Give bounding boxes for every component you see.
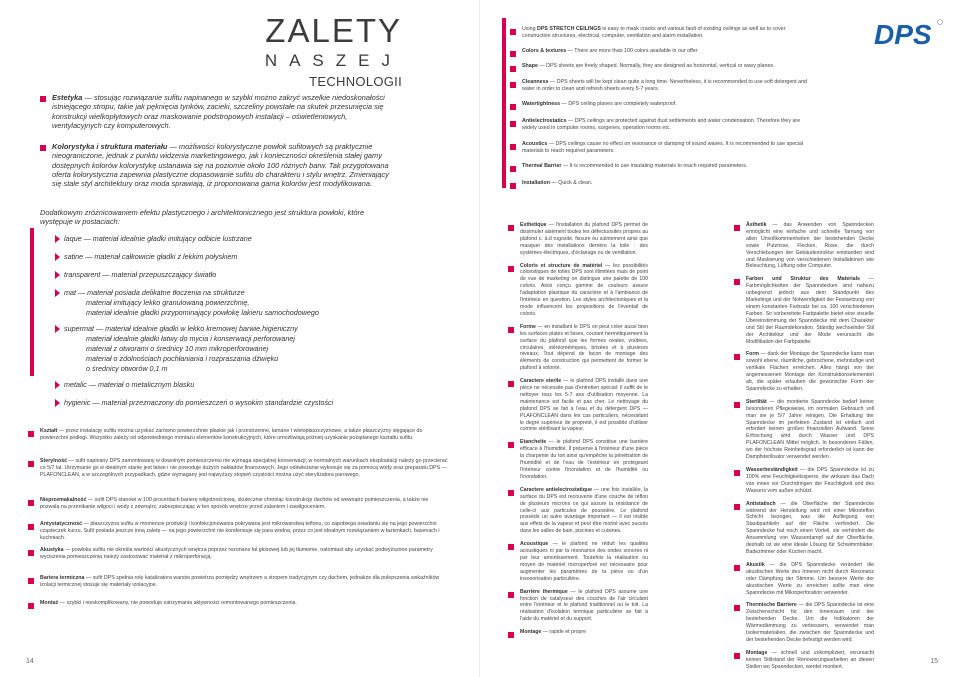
paragraph-kolorystyka [40,142,390,188]
title-line-1: ZALETY [265,12,402,49]
accent-bar [30,228,34,376]
finish-lines [64,378,194,392]
title-line-3: TECHNOLOGII [309,74,402,89]
english-label: Thermal Barrier [522,163,562,169]
feature-label: Kształt [40,428,58,434]
bullet-square-icon [508,225,514,231]
english-text [522,79,810,93]
bullet-square-icon [734,565,740,571]
de-description: — die DPS Spanndecke ist eine Zwischenschicht für den Innenraum und der bestehenden Decke. Um die Indikatoren der Wärmedämmung zu verbessern, verwendet man Isoliermaterialien, die zwischen der Spanndecke und der bestehenden Decke befestigt werden wird. [746,602,875,643]
bullet-square-icon [28,524,34,530]
de-text [746,501,874,556]
fr-label: Forme [520,323,536,330]
title-line-2: NASZEJ [264,51,402,70]
finish-marker [40,322,64,336]
de-label: Wasserbeständigkeit [746,467,798,473]
fr-text [520,629,648,638]
de-text [746,276,874,345]
fr-item [508,324,648,372]
bullet-square-icon [734,354,740,360]
fr-description: — l'installation du plafond DPS permet de dissimuler aisément toutes les défectuosités propres au plafond c. à.d rugosité, fissure ou suintement ainsi que masquer des installations derrière la toile : des systèmes électriques, d'éclairage ou de ventilation. [520,222,648,256]
finish-line: materiał idealnie gładki przypominający powłokę lakieru samochodowego [86,308,319,317]
fr-description: — le plafond DPS installé dans une pièce ne nécessite pas d'entretien spécial: il suffit de le nettoyer tous les 5-7 ans d'utilisation moyenne. La maintenance est facile et pas cher. Le nettoyage du plafond DPS se fait à l'eau et du détergent DPS — PLAFONCLEAN dans les cas particuliers, nécessitant le degré supérieur de propreté, il est possible d'utiliser comme stérilisant la vapeur. [520,378,648,433]
bullet-square-icon [510,82,516,88]
english-description: — There are more than 100 colors available in our offer [566,48,698,54]
english-item [510,141,810,155]
bullet-square-icon [508,442,514,448]
fr-description: — une fois installée, la surface du DPS est recouverte d'une couche de téflon de plusieurs microns ce qui assure la résistance de celle-ci aux particules de poussière. Le plafond possède un autre avantage important — il est insible aux effets de la vapeur et peut être monté avec succès dans les salles de bain, piscines et cuisines. [520,486,648,535]
fr-text [520,589,648,624]
feature-label: Antystatyczność [40,521,83,527]
feature-description: — sufit DPS spełnia rolę katalizatora warstw powietrza pomiędzy wnętrzem a stropem tradycyjnym czy dachem, jednakże dla polepszenia wskaźników izolacji termicznej stosuje się materiały izolacyjne. [40,575,440,588]
fr-description: — le plafond DPS constitue une barrière efficace à l'humidité. Il préserve à l'intérieur d'une pièce la charpente du toit ainsi qu'empêche la pénétration de l'humidité et de l'eau de l'extérieur en protégeant l'intérieur contre l'inondation et de l'humidité ou l'inondation. [520,439,648,480]
feature-label: Bariera termiczna [40,575,85,581]
english-item [510,26,810,40]
right-page [480,0,960,677]
fr-label: Caractere antielectrostatique [520,486,592,493]
de-item [734,222,874,270]
accent-bar [502,18,506,188]
finish-marker [40,250,64,264]
de-text [746,650,874,671]
de-description: — schnell und unkompliziert, verursacht keinen Stillstand der Renovierungsarbeiten an diesen Stellen wo Spanndecken, werdet montiert. [746,649,874,670]
bullet-square-icon [510,121,516,127]
bullet-square-icon [734,653,740,659]
fr-text [520,324,648,372]
feature-paragraph [28,428,448,442]
finish-item [40,396,420,410]
english-description: — DPS sheets will be kept clean quite a long time. Nevertheless, it is recommended to use soft detergent and water in order to clean and refresh sheets every 5-7 years. [522,79,808,93]
fr-text [520,487,648,535]
bullet-square-icon [508,632,514,638]
de-description: — die DPS Spanndecke verändert die akustischen Werte des Inneren nicht durch Resonanz oder Dämpfung der Stimme. Um bessere Werte der akustischen Werte zu erreichen sollte man eine Spanndecke mit Mikroperforation verwendet. [746,561,874,596]
de-description: — dank der Montage der Spanndecke kann man sowohl ebene, räumliche, gebrochene, mehrstufige und vertikale Flächen erreichen. Alles hängt von der angemessenen Montage der Konstruktionselementen ab, die später erlauben die gewünschte Form der Spanndecke zu erhalten. [746,351,874,392]
fr-label: Caractere sterile [520,378,562,385]
paragraph-estetyka [40,93,390,130]
finish-line: satine — materiał całkowicie gładki z lekkim połyskiem [64,252,238,261]
finish-line: materiał idealnie gładki łatwy do mycia i konserwacji perforowanej [86,334,295,343]
bullet-square-icon [510,183,516,189]
bullet-square-icon [734,504,740,510]
feature-text [40,600,448,609]
english-label: Installation [522,180,550,186]
english-description: — DPS ceilings are protected against dust settlements and water condensation. Therefore they are widely used in computer rooms, surgeries, operation rooms etc. [522,118,801,132]
english-description: — DPS ceiling planes are completely waterproof. [560,101,677,107]
fr-label: Montage [520,629,542,636]
fr-text [520,222,648,257]
english-prefix: Using [522,26,538,32]
bullet-square-icon [28,431,34,437]
feature-description: — powłoka sufitu nie określa wartości akustycznych wnętrza poprzez rezonans fal głosowej lub jej tłumienie, natomiast aby uzyskać podwyższone parametry wyciszenia pomieszczenia należy zastosować materiał z mikroperforacją. [40,547,433,560]
feature-text [40,547,448,561]
feature-description: — szybki i nieskomplikowany, nie powoduje zatrzymania aktywności remontowanego pomieszczenia. [58,600,297,606]
finish-lines [64,232,252,246]
fr-description: — en installant le DPS on peut créer aussi bien les surfaces plates et lisses, courant hermétiquement la surface du plafond que les formes ovales, voûtées, circulaires, stéréométriques, brisées et à plusieurs niveaux. Tout dépend de facon de montage des éléments de construction qui permettent de former le plafond à volonté. [520,323,648,372]
finish-item [40,250,420,264]
finish-line: materiał o zdolnościach pochłaniania i rozpraszania dźwięku [86,354,279,363]
de-description: — Farbmöglichkeiten der Spanndecken sind nahezu unbegrenzt jedoch aus dem Standpunkt des Marketings und der Notwendigkeit der Festsetzung von einem konstanten Farbsatz bei ca. 100 verschiedenen Farben. So vorbereitete Farbpalette bietet eine visuelle Übereinstimmung der Spanndecke mit dem Charakter und Stil der Raumdekoration. Ständig wechselnder Stil der Architektur und der Mode verursacht die Modifikation der Farbpalette. [746,276,874,345]
de-item [734,399,874,461]
triangle-bullet-icon [55,325,60,333]
english-text [522,163,810,172]
english-description: — DPS ceilings cause no effect on resonance or damping of sound waves. It is recommended to use special materials to reach required parameters. [522,141,804,155]
fr-text [520,541,648,582]
feature-text [40,521,448,542]
english-brand: DPS STRETCH CEILINGS [537,26,601,32]
feature-description: — przez instalację sufitu można uzyskać zarówno powierzchnie płaskie jak i przestrzenne, łamane i wielopłaszczyznowe, a także płaszczyzny sięgające do powierzchni podłogi. Wszystko zależy od odpowiedniego montażu elementów konstrukcyjnych, które umożliwiają później uzyskanie pożądanego kształtu sufitu. [40,428,423,441]
fr-description: — le plafond ne réduit les qualités acoustiques ni par la résonance des ondes sonores ni par leur amortissement. Toutefois la réalisation ou moyen de matériel microperforé est nécessaire pour augmenter les paramètres de la pièce ou d'un insonorisation particulière. [520,541,648,582]
bullet-square-icon [28,578,34,584]
finish-item [40,378,420,392]
fr-text [520,263,648,318]
feature-paragraph [28,575,448,589]
bullet-square-icon [734,279,740,285]
fr-label: Etancheite [520,439,547,446]
english-text [522,180,810,189]
bullet-square-icon [28,500,34,506]
de-label: Sterilität [746,398,767,405]
bullet-square-icon [508,266,514,272]
feature-description: — płaszczyzna sufitu w momencie produkcji i konfekcjonowania pokrywana jest mikrowarstwą teflonu, co zapobiega osiadaniu się na jego powierzchni cząsteczek kurzu. Sufit posiada jeszcze inną zaletę — na jego powierzchni nie kondensuje się para wodna, przez co jest idealnym rozwiązaniem w łazienkach, basenach i kuchniach. [40,521,440,541]
english-description: — It is recommended to use insulating materials to reach required parameters. [561,163,748,169]
triangle-bullet-icon [55,235,60,243]
feature-label: Montaż [40,600,59,606]
de-item [734,351,874,392]
de-label: Antistatisch [746,500,776,507]
triangle-bullet-icon [55,271,60,279]
triangle-bullet-icon [55,399,60,407]
bullet-square-icon [28,550,34,556]
de-text [746,602,874,643]
bullet-square-icon [40,96,46,102]
triangle-bullet-icon [55,253,60,261]
de-item [734,467,874,495]
logo-text: DPS [874,19,932,48]
finish-line: metalic — materiał o metalicznym blasku [64,380,195,389]
bullet-square-icon [510,51,516,57]
english-text [522,48,810,57]
finish-marker [40,396,64,410]
fr-description: — les possibilités coloristiques de toiles DPS sont illimitées mais de point de vue de marketing on distingue une palette de 100 coloris. Ainsi conçu gamme de couleurs assure l'adaptation plastique du caractère et à l'ambiance de l'intérieur en question. Les styles architectoniques et la mode influencent les propositions de l'éventail de coloris. [520,262,648,317]
fr-label: Barriére thermique [520,588,568,595]
finish-intro: Dodatkowym zróżnicowaniem efektu plastycznego i architektonicznego jest struktura powłoki, które występuje w postaciach: [40,208,365,227]
fr-item [508,541,648,582]
para-label: Kolorystyka i struktura materiału [52,142,168,151]
finish-item [40,232,420,246]
de-description: — die Oberfläche der Spanndecke während der Herstellung wird mit einer Mikroteflon Schicht bezogen, was die Aufliegung von Staubpartikeln auf der Fläche verhindert. Die Spanndecke hat noch einen Vorteil, sie verhindert die Ansammlung von Wasserdampf auf der Oberfläche, deshalb ist sie eine ideale Lösung für Schwimmbäder, Badezimmer oder Küchen macht. [746,500,874,555]
bullet-square-icon [508,381,514,387]
feature-paragraph [28,600,448,609]
finish-lines [64,250,237,264]
bullet-square-icon [28,461,34,467]
french-column [508,222,648,644]
de-item [734,562,874,597]
english-description: — Quick & clean. [549,180,593,186]
finish-item [40,286,420,318]
finish-lines [64,322,298,374]
fr-description: — rapide et propre [541,629,587,636]
english-text [522,101,810,110]
english-label: Acoustics [522,141,548,147]
english-description: is easy to mask cracks and various fault of existing ceilings as well as to cover construction structures, electrical, computer, ventilation and alarm installation. [522,26,786,40]
fr-item [508,222,648,257]
dps-logo-icon [872,18,944,48]
de-description: — das Anwenden von Spanndecken ermöglicht eine einfache und schnelle Tarnung von allen Unvollkommenheiten der bestehenden Decke sowie Putzrisse, Flecken, Risse, die durch Verschiebungen der Gebäudestruktur entstanden sind und Maskierung von verschiedenen Installationen wie Beleuchtung, Lüftung oder Computer. [746,222,874,270]
de-item [734,650,874,671]
fr-item [508,487,648,535]
finish-line: materiał z otworami o średnicy 10 mm mikroperforowanej [86,344,269,353]
english-label: Colors & textures [522,48,567,54]
feature-paragraph [28,497,448,511]
english-item [510,63,810,72]
page-number: 14 [26,658,34,665]
bullet-square-icon [508,592,514,598]
finish-lines [64,286,319,318]
finish-line: transparent — materiał przepuszczający światło [64,270,217,279]
bullet-square-icon [508,544,514,550]
fr-text [520,439,648,480]
fr-text [520,378,648,433]
page-title [212,14,402,90]
english-label: Cleanness [522,79,549,85]
de-label: Form [746,351,759,358]
finish-marker [40,268,64,282]
english-description: — DPS sheets are freely shaped. Normally, they are designed as horizontal, vertical or wavy planes. [537,63,775,69]
english-item [510,101,810,110]
feature-paragraph [28,458,448,479]
english-item [510,79,810,93]
para-text: — stosując rozwiązanie sufitu napinanego w szybki możno zakryć wszelkie niedoskonałości istniejącego stropu, takie jak pęknięcia tynków, zacieki, szczeliny powstałe na skutek przesunięcia się konstrukcji wielkopłytowych oraz maskowanie podstropowych instalacji – oświetleniowych, wentylacyjnych czy komputerowych. [52,93,385,130]
feature-text [40,497,448,511]
fr-label: Coloris et structure de matériel [520,262,603,269]
english-label: Antielectrostatics [522,118,567,124]
page-number: 15 [930,658,938,665]
fr-item [508,378,648,433]
finish-lines [64,268,216,282]
registered-mark-icon [938,20,943,25]
fr-label: Esthetique [520,222,547,228]
feature-label: Nieprzemakalność [40,497,87,503]
de-label: Farben und Struktur des Materials [746,276,860,283]
bullet-square-icon [508,327,514,333]
de-description: — die DPS Spanndecke ist zu 100% eine Feuchtigkeitssperre, die wirksam das Dach von innen vor Durchdringen der Feuchtigkeit und des Wassers vom außen schützt. [746,467,874,494]
triangle-bullet-icon [55,289,60,297]
feature-text [40,458,448,479]
feature-description: — sufit napinany DPS zamontowany w dowolnym pomieszczeniu nie wymaga specjalnej konserwacji; w normalnych warunkach eksploatacji należy go przecierać co 5/7 lat. Utrzymanie go w idealnym stanie jest łatwe i nie powoduje dużych nakładów finansowych. Jego odświeżanie wykonuje się za pomocą wody oraz preparatu DPS — PLAFONCLEAN, a w szczególnych przypadkach, gdzie wymagany jest najwyższy stopień czystości można użyć sterylizatora parowego. [40,458,448,478]
para-label: Estetyka [52,93,83,102]
feature-paragraph [28,547,448,561]
finish-marker [40,232,64,246]
finish-lines [64,396,333,410]
bullet-square-icon [510,166,516,172]
triangle-bullet-icon [55,381,60,389]
de-description: — die montierte Spanndecke bedarf keiner besonderen Pflegeweise, im normalen Gebrauch soll man sie je 5/7 Jahre reinigen. Die Erhaltung der Spanndecke im perfekten Zustand ist einfach und erfordert keinen großen finanziellen Aufwand. Seine Erfrischung wird durch Wasser und DPS PLAFONCLEAN Mittel möglich. In besonderen Fällen, wo der höchste Reinheitsgrad erforderlich ist kann der Dampfsterilisator verwendet werden. [746,398,874,461]
german-column [734,222,874,677]
english-text [522,141,810,155]
feature-label: Akustyka [40,547,64,553]
english-item [510,48,810,57]
english-label: Shape [522,63,538,69]
finish-line: materiał imitujący lekko granulowaną powierzchnię, [86,298,250,307]
de-item [734,602,874,643]
finish-line: mat — materiał posiada delikatne tłoczenia na strukturze [64,288,245,297]
bullet-square-icon [508,490,514,496]
bullet-square-icon [510,29,516,35]
de-label: Ästhetik [746,222,767,228]
bullet-square-icon [28,603,34,609]
finish-line: supermat — materiał idealnie gładki w lekko kremowej barwie,higieniczny [64,324,298,333]
english-label: Watertightness [522,101,561,107]
bullet-square-icon [510,104,516,110]
finish-item [40,322,420,374]
bullet-square-icon [734,605,740,611]
finish-marker [40,286,64,300]
feature-label: Sterylność [40,458,68,464]
english-item [510,118,810,132]
fr-description: — le plafond DPS assume une fonction de catalyseur des couches de l'air circulant entre l'intérieur et le plafond traditionnel ou le toit. La réalisation d'isolation termique particulière se fait à l'aide du matériel et du support. [520,588,648,623]
de-text [746,351,874,392]
feature-description: — sufit DPS stanowi w 100 procentach barierę wilgotnościową, skutecznie chroniąc konstrukcję dachów od wewnątrz pomieszczenia, a także nie pozwala na przenikanie wilgoci i wody z zewnątrz, zabezpieczając w ten sposób wnętrze przed zalaniem i zawilgoceniem. [40,497,429,510]
de-text [746,467,874,495]
english-text [522,63,810,72]
finish-list [40,232,420,414]
feature-text [40,575,448,589]
feature-text [40,428,448,442]
finish-line: laque — materiał idealnie gładki imitujący odbicie lustrzane [64,234,252,243]
de-label: Montage [746,649,768,656]
finish-marker [40,378,64,392]
bullet-square-icon [510,144,516,150]
para-text: — możliwości kolorystyczne powłok sufitowych są praktycznie nieograniczone, jednak z punktu widzenia marketingowego, jak i konieczności określenia stałej gamy dostępnych kolorów kolorystykę ustanawia się na poziomie około 100 różnych barw. Tak przygotowana oferta kolorystyczna zapewnia plastyczne dopasowanie sufitu do charakteru i stylu wnętrz. Zmieniający się stale styl architektury oraz moda sprawiają, iż proponowana gama kolorów jest modyfikowana. [52,142,389,189]
de-label: Akustik [746,561,765,568]
finish-line: o średnicy otworów 0,1 m [86,364,168,373]
fr-item [508,263,648,318]
bullet-square-icon [40,145,46,151]
finish-item [40,268,420,282]
fr-item [508,629,648,638]
bullet-square-icon [734,470,740,476]
feature-paragraph [28,521,448,542]
english-item [510,180,810,189]
fr-item [508,589,648,624]
bullet-square-icon [510,66,516,72]
de-item [734,276,874,345]
de-text [746,562,874,597]
bullet-square-icon [734,402,740,408]
english-text [522,118,810,132]
de-text [746,222,874,270]
fr-label: Acoustique [520,541,549,548]
fr-item [508,439,648,480]
de-text [746,399,874,461]
english-text [522,26,810,40]
de-item [734,501,874,556]
bullet-square-icon [734,225,740,231]
finish-line: hygienic — materiał przeznaczony do pomieszczeń o wysokim standardzie czystości [64,398,334,407]
de-label: Thermische Barriere [746,602,797,609]
english-item [510,163,810,172]
